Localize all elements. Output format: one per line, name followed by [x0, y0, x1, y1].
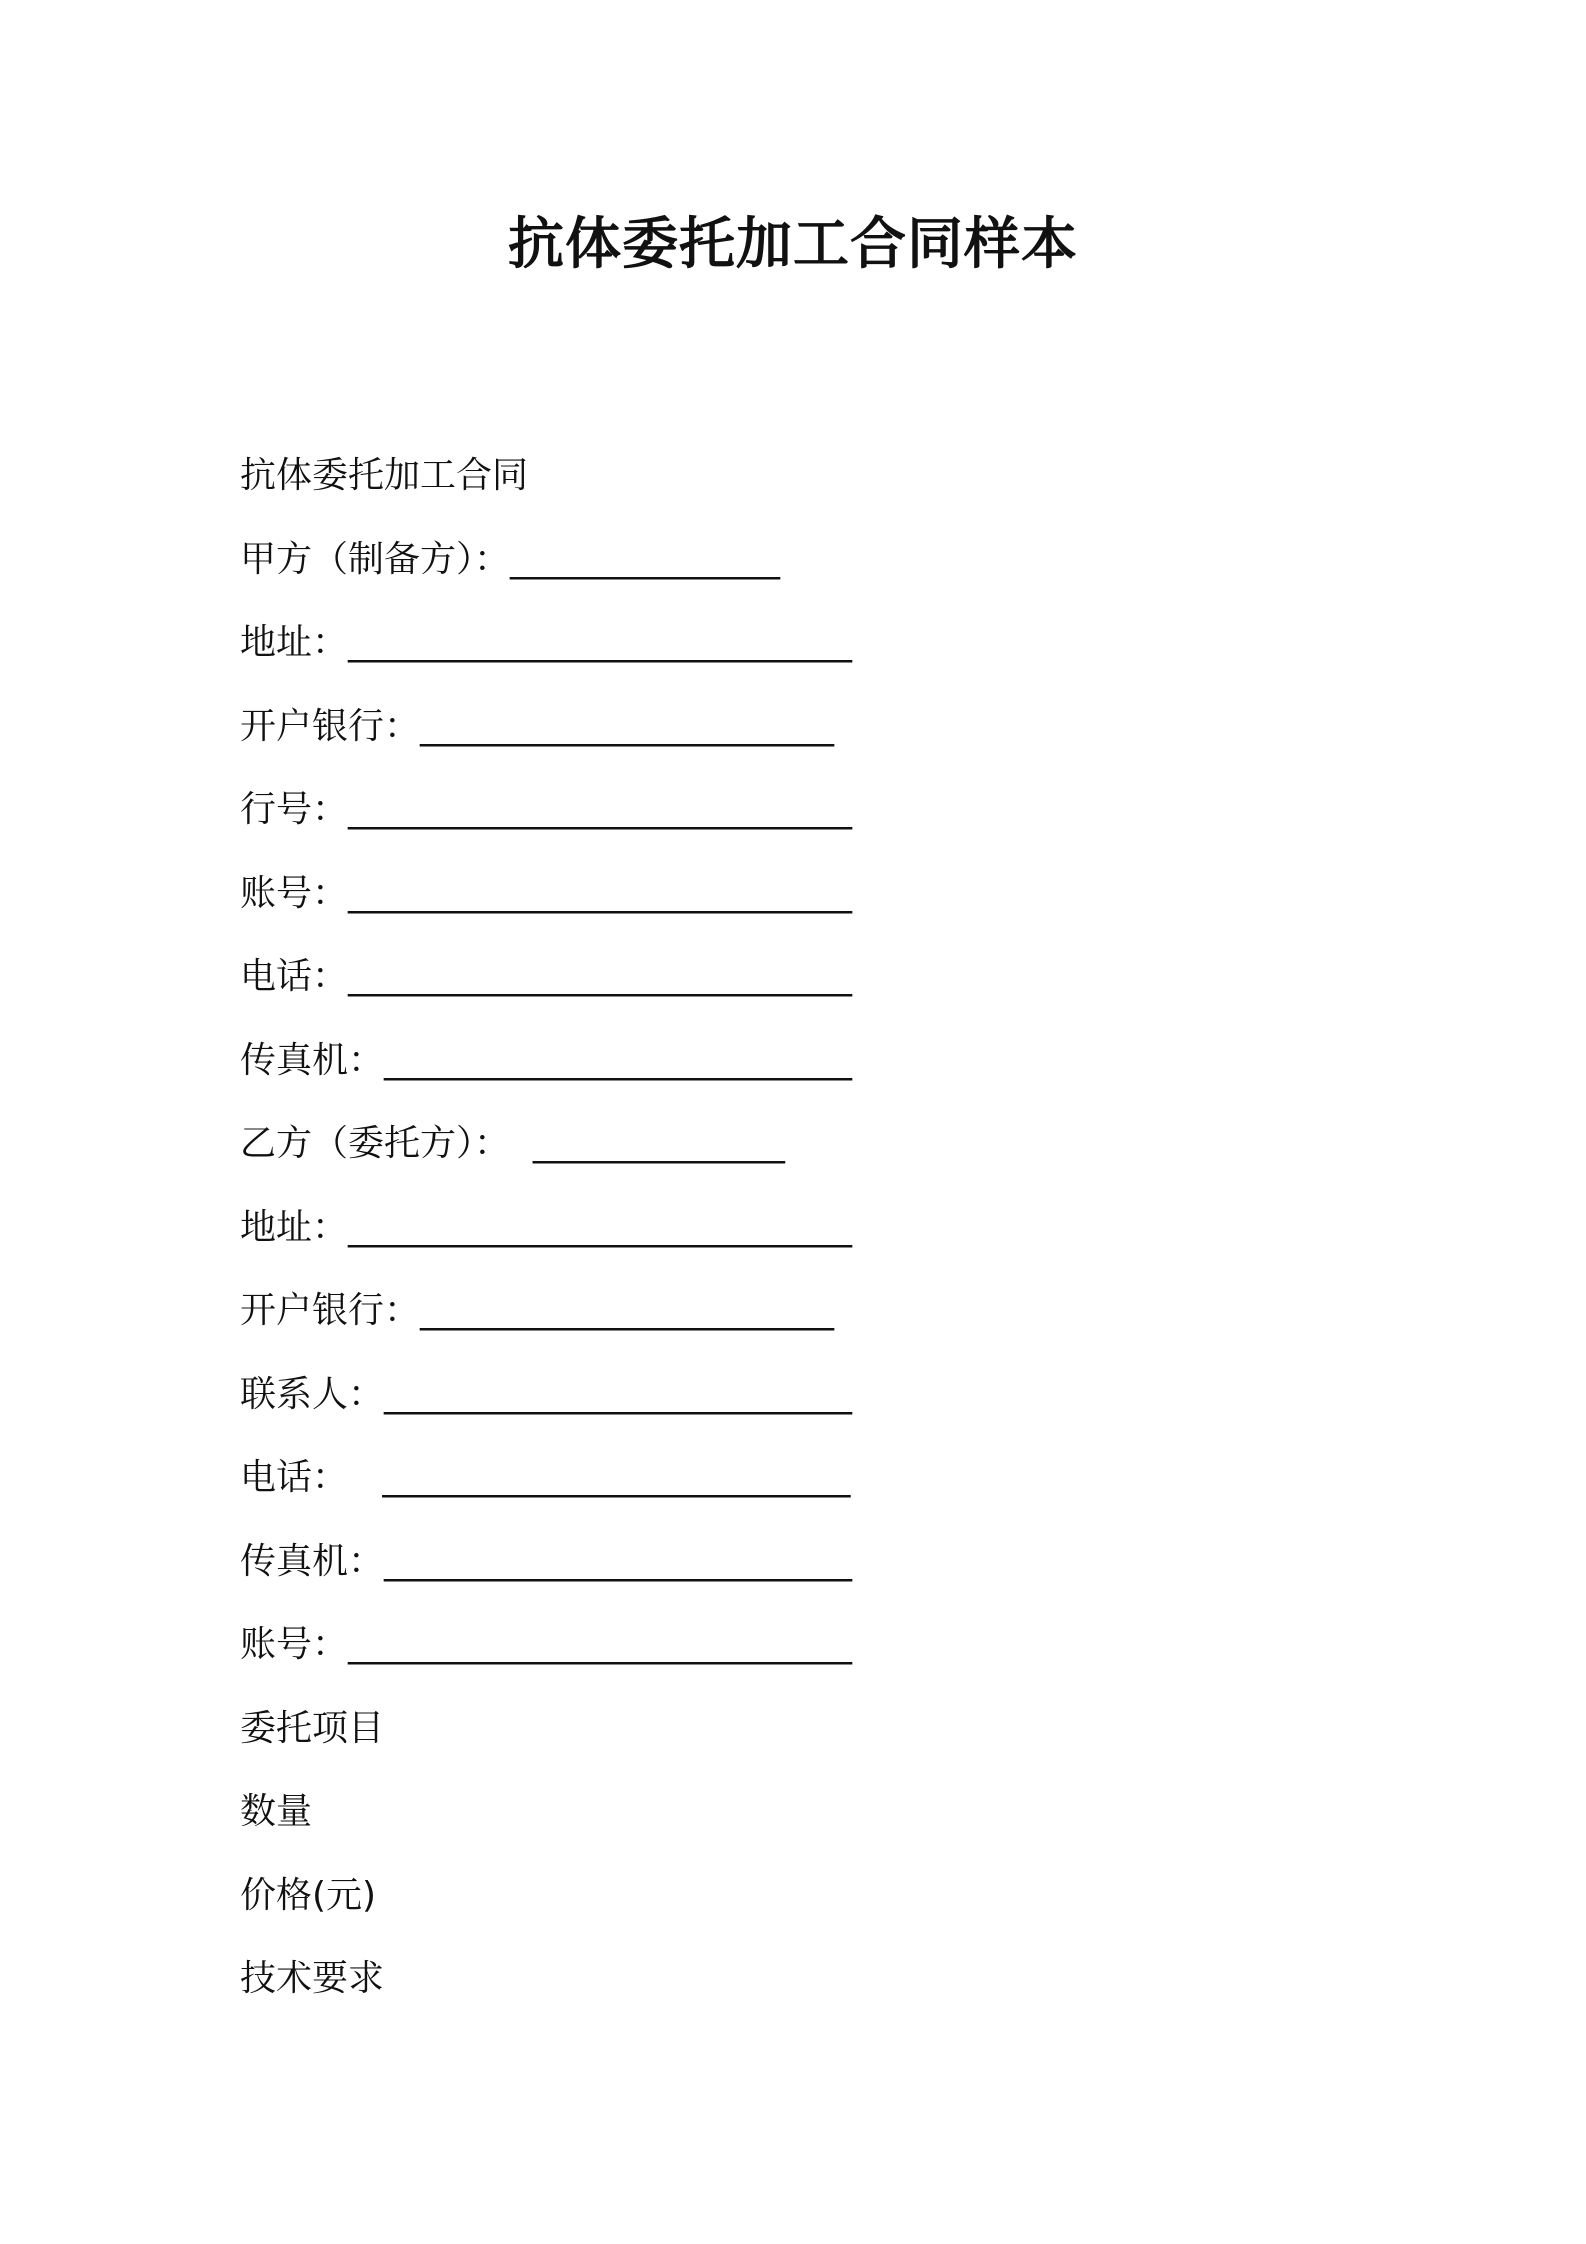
party-a-fax-line: 传真机：__________________________: [240, 1039, 853, 1081]
party-b-fax-line: 传真机：__________________________: [240, 1540, 853, 1582]
document-title: 抗体委托加工合同样本: [508, 212, 1078, 277]
party-b-bank-line: 开户银行：_______________________: [240, 1290, 835, 1331]
party-b-account-line: 账号：____________________________: [240, 1624, 853, 1665]
party-a-phone-line: 电话：____________________________: [240, 956, 853, 997]
party-a-bank-code-line: 行号：____________________________: [240, 789, 853, 830]
party-b-line: 乙方（委托方）： ______________: [240, 1123, 785, 1164]
party-a-bank-line: 开户银行：_______________________: [240, 705, 835, 747]
entrusted-project-label: 委托项目: [240, 1707, 385, 1749]
party-a-account-line: 账号：____________________________: [240, 872, 853, 914]
technical-requirements-label: 技术要求: [240, 1958, 385, 1999]
contract-body: [240, 445, 1340, 2032]
party-a-line: 甲方（制备方）：_______________: [240, 538, 781, 580]
party-b-contact-line: 联系人：__________________________: [240, 1373, 853, 1415]
party-a-address-line: 地址：____________________________: [240, 622, 853, 663]
party-b-phone-line: 电话： __________________________: [240, 1457, 851, 1498]
party-b-address-line: 地址：____________________________: [240, 1206, 853, 1248]
price-label: 价格(元): [240, 1874, 377, 1916]
quantity-label: 数量: [240, 1791, 313, 1832]
contract-heading: 抗体委托加工合同: [240, 455, 529, 496]
